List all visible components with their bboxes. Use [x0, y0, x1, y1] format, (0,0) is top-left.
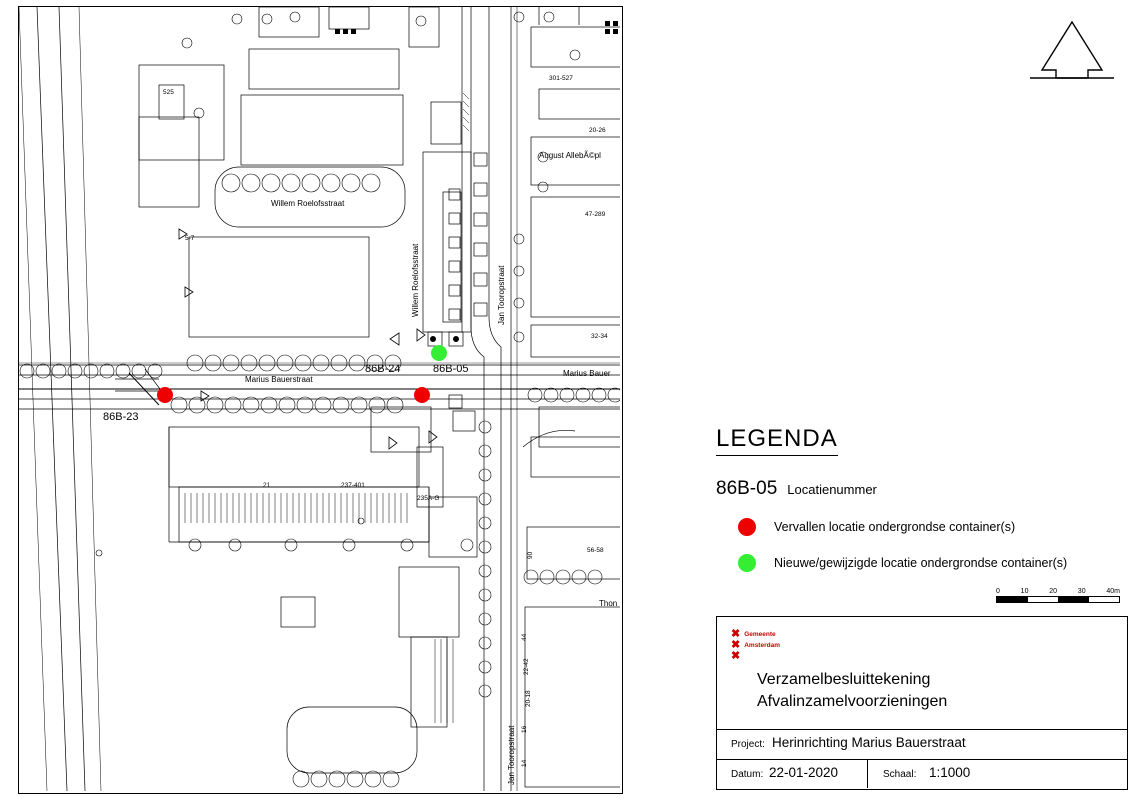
street-label: Thon [599, 599, 618, 608]
house-number-label: 56-58 [587, 547, 604, 554]
scale-tick: 10 [1020, 588, 1029, 595]
house-number-label: 47-289 [585, 211, 606, 218]
house-number-label: 90 [527, 551, 534, 559]
logo-line-2: Amsterdam [744, 641, 780, 649]
scale-bar [996, 588, 1120, 603]
house-number-label: 235A-G [417, 495, 440, 502]
street-label: Marius Bauerstraat [245, 375, 313, 384]
scale-tick: 0 [996, 588, 1000, 595]
drawing-title-line-1: Verzamelbesluittekening [757, 671, 931, 688]
container-marker-removed[interactable] [157, 387, 173, 403]
street-label: Marius Bauer [563, 369, 611, 378]
house-number-label: 5-7 [185, 235, 195, 242]
house-number-label: 32-34 [591, 333, 608, 340]
project-label: Project: [731, 739, 765, 750]
green-dot-icon [738, 554, 756, 572]
scale-tick: 30 [1077, 588, 1086, 595]
drawing-title [757, 669, 947, 713]
house-number-label: 20-18 [525, 690, 532, 707]
house-number-label: 16 [521, 725, 528, 733]
container-marker-removed[interactable] [414, 387, 430, 403]
legend-row-removed [716, 518, 1126, 536]
street-label: Willem Roelofsstraat [411, 243, 420, 317]
container-marker-label: 86B-24 [365, 363, 401, 375]
house-number-label: 525 [163, 89, 174, 96]
legend-row-label: Nieuwe/gewijzigde locatie ondergrondse container(s) [774, 556, 1068, 570]
logo-line-1: Gemeente [744, 630, 776, 638]
project-row [717, 729, 1127, 759]
street-label: Jan Tooropstraat [507, 725, 516, 785]
legend-location-row [716, 478, 1126, 500]
date-value: 22-01-2020 [769, 765, 839, 780]
scale-value: 1:1000 [929, 765, 971, 780]
street-label: Jan Tooropstraat [497, 265, 506, 325]
scale-label: Schaal: [883, 769, 917, 780]
house-number-label: 22-42 [523, 658, 530, 675]
date-label: Datum: [731, 769, 764, 780]
legend-row-new [716, 554, 1126, 572]
drawing-title-line-2: Afvalinzamelvoorzieningen [757, 693, 948, 710]
scale-tick: 40m [1106, 588, 1120, 595]
legend-location-label: Locatienummer [787, 482, 877, 497]
legend-panel [716, 425, 1126, 572]
house-number-label: 20-26 [589, 127, 606, 134]
container-marker-label: 86B-23 [103, 411, 139, 423]
map-canvas[interactable] [18, 6, 623, 794]
date-scale-row [717, 759, 1127, 787]
scale-bar-ticks [996, 588, 1120, 595]
house-number-label: 14 [521, 759, 528, 767]
legend-row-label: Vervallen locatie ondergrondse container(s) [774, 520, 1016, 534]
north-arrow-icon [1022, 18, 1122, 90]
house-number-label: 44 [521, 633, 528, 641]
legend-title: LEGENDA [716, 425, 838, 456]
gemeente-amsterdam-logo: ✖ Gemeente ✖ Amsterdam ✖ [731, 628, 780, 662]
house-number-label: 301-527 [549, 75, 573, 82]
red-dot-icon [738, 518, 756, 536]
legend-location-code: 86B-05 [716, 478, 778, 499]
container-marker-label: 86B-05 [433, 363, 469, 375]
scale-tick: 20 [1049, 588, 1058, 595]
title-block [716, 616, 1128, 790]
container-marker-new[interactable] [431, 345, 447, 361]
house-number-label: 237-401 [341, 482, 365, 489]
scale-bar-graphic [996, 596, 1120, 603]
street-label: Willem Roelofsstraat [271, 199, 345, 208]
street-label: August AllebÃ©pl [539, 151, 601, 160]
project-value: Herinrichting Marius Bauerstraat [772, 735, 966, 750]
house-number-label: 21 [263, 482, 271, 489]
